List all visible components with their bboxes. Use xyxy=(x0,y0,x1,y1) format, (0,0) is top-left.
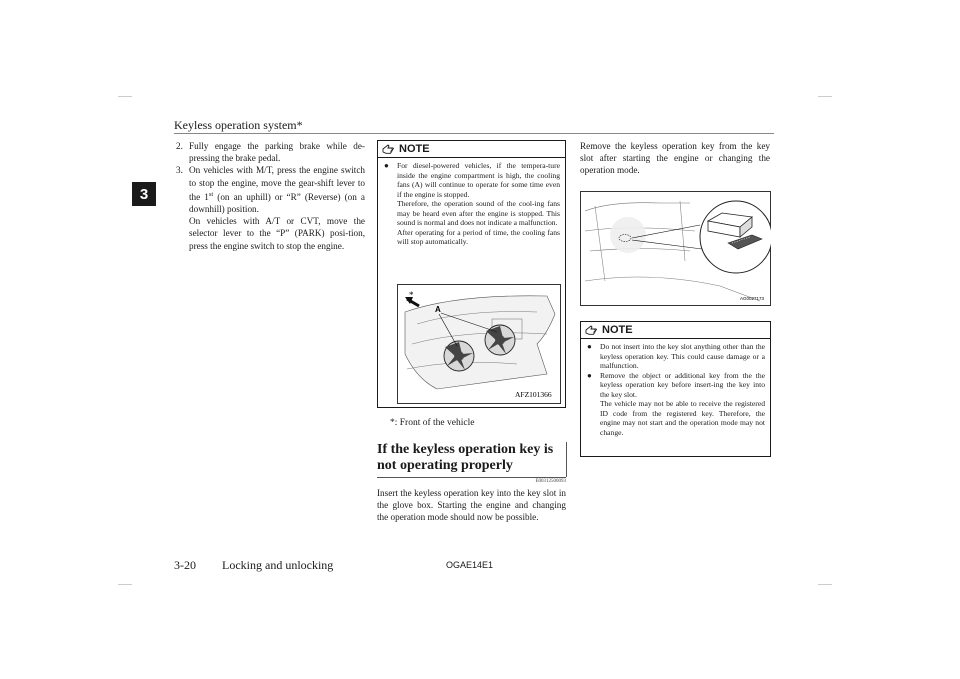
step-number: 2. xyxy=(176,141,183,151)
note-body xyxy=(581,339,770,437)
figure-caption: *: Front of the vehicle xyxy=(390,418,475,428)
note-hand-icon xyxy=(382,144,395,155)
step-3 xyxy=(176,164,365,251)
note-body xyxy=(378,158,565,247)
note-bullet-item xyxy=(587,371,765,438)
note-paragraph: Therefore, the operation sound of the cool-ing fans may be heard even after the engine is stopped. This sound is normal and does not indicate a malfunction. xyxy=(397,199,560,227)
key-slot-figure xyxy=(580,191,771,306)
bullet-icon: ● xyxy=(587,370,592,380)
remove-key-paragraph: Remove the keyless operation key from the key slot after starting the engine or changing the operation mode. xyxy=(580,141,770,176)
note-header xyxy=(581,322,770,339)
note-paragraph: Do not insert into the key slot anything other than the keyless operation key. This could cause damage or a malfunction. xyxy=(600,342,765,370)
page-number: 3-20 xyxy=(174,558,196,572)
step-2 xyxy=(176,140,365,164)
note-label: NOTE xyxy=(399,143,430,155)
note-paragraph: For diesel-powered vehicles, if the tempera-ture inside the engine compartment is high, the cooling fans (A) will continue to operate for some time even if the engine is stopped. xyxy=(397,161,560,199)
document-code: OGAE14E1 xyxy=(446,560,494,570)
note-box xyxy=(580,321,771,457)
figure-code: AFZ101366 xyxy=(515,390,552,399)
note-header xyxy=(378,141,565,158)
step-text-continued: On vehicles with A/T or CVT, move the selector lever to the “P” (PARK) posi-tion, press the engine switch to stop the engine. xyxy=(189,216,365,251)
superscript: st xyxy=(208,190,214,198)
note-bullet-item xyxy=(587,342,765,371)
crop-mark xyxy=(818,96,832,97)
running-header: Keyless operation system* xyxy=(174,118,303,132)
crop-mark xyxy=(118,584,132,585)
header-rule xyxy=(174,133,774,134)
section-heading: If the keyless operation key is not operating properly xyxy=(377,442,554,473)
steps-column xyxy=(176,140,365,252)
bullet-icon: ● xyxy=(587,342,592,351)
note-paragraph: After operating for a period of time, the cooling fans will stop automatically. xyxy=(397,227,560,246)
note-paragraph: Remove the object or additional key from the the keyless operation key before insert-ing the key into the key slot. xyxy=(600,370,765,399)
step-number: 3. xyxy=(176,165,183,176)
front-star-label: * xyxy=(409,290,414,300)
section-rule xyxy=(377,477,566,478)
figure-code: AG0027173 xyxy=(740,296,765,301)
step-text: Fully engage the parking brake while de-pressing the brake pedal. xyxy=(189,141,365,164)
crop-mark xyxy=(118,96,132,97)
callout-a: A xyxy=(435,305,441,314)
note-bullet-item xyxy=(384,161,560,247)
note-paragraph: The vehicle may not be able to receive the registered ID code from the registered key. Therefore, the engine may not start and the operation mode may not change. xyxy=(600,399,765,437)
note-hand-icon xyxy=(585,325,598,336)
footer-section-title: Locking and unlocking xyxy=(222,558,334,572)
bullet-icon: ● xyxy=(384,161,389,170)
step-text: On vehicles with M/T, press the engine switch to stop the engine, move the gear-shift lever to the 1st (on an uphill) or “R” (Reverse) (on a downhill) position. xyxy=(189,165,365,215)
crop-mark xyxy=(818,584,832,585)
section-body: Insert the keyless operation key into the key slot in the glove box. Starting the engine and changing the operation mode should now be possible. xyxy=(377,488,566,523)
note-label: NOTE xyxy=(602,324,633,336)
section-code: E00312500093 xyxy=(535,479,566,484)
cooling-fan-figure xyxy=(397,284,561,404)
section-rule-vertical xyxy=(566,442,567,477)
chapter-tab: 3 xyxy=(132,182,156,206)
